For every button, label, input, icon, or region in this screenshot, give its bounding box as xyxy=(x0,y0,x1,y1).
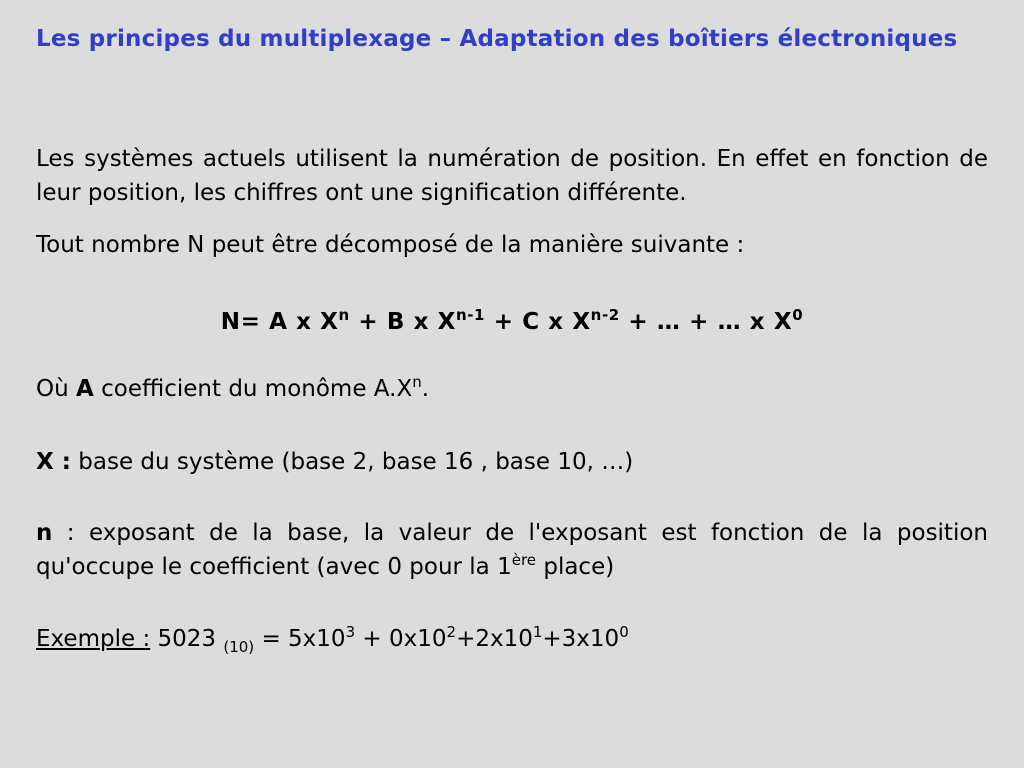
example-exponent: 2 xyxy=(446,623,457,641)
definition-n-exponent: ère xyxy=(511,551,537,569)
definition-a-suffix: . xyxy=(421,376,430,402)
example-term: = 5x10 xyxy=(254,626,346,652)
example-label: Exemple : xyxy=(36,626,151,652)
example-exponent: 0 xyxy=(619,623,629,641)
definition-a-prefix: Où xyxy=(36,376,76,402)
definition-x-text: base du système (base 2, base 16 , base 10, …) xyxy=(70,449,634,475)
example-term: +3x10 xyxy=(542,626,620,652)
decomposition-paragraph: Tout nombre N peut être décomposé de la manière suivante : xyxy=(36,232,745,258)
formula-part: + C x X xyxy=(485,309,591,335)
definition-n-suffix: place) xyxy=(536,554,615,580)
definition-n xyxy=(36,516,988,584)
formula-exponent: n-2 xyxy=(590,306,620,324)
example-exponent: 3 xyxy=(345,623,356,641)
formula-exponent: 0 xyxy=(792,306,804,324)
example-term: + 0x10 xyxy=(355,626,447,652)
definition-n-text: : exposant de la base, la valeur de l'exposant est fonction de la position qu'occupe le coefficient (avec 0 pour la 1 xyxy=(36,520,988,580)
example-number: 5023 xyxy=(150,626,224,652)
example-term: +2x10 xyxy=(456,626,533,652)
definition-a-exponent: n xyxy=(412,373,422,391)
slide-title: Les principes du multiplexage – Adaptation des boîtiers électroniques xyxy=(36,26,958,52)
intro-paragraph: Les systèmes actuels utilisent la numération de position. En effet en fonction de leur position, les chiffres ont une signification différente. xyxy=(36,146,988,206)
example-base: (10) xyxy=(223,638,255,656)
definition-a-text: coefficient du monôme A.X xyxy=(93,376,413,402)
formula-part: + B x X xyxy=(349,309,456,335)
formula-exponent: n xyxy=(338,306,350,324)
definition-n-term: n xyxy=(36,520,53,546)
formula-part: N= A x X xyxy=(220,309,339,335)
formula-exponent: n-1 xyxy=(455,306,486,324)
example-exponent: 1 xyxy=(532,623,543,641)
definition-x xyxy=(36,445,988,479)
example xyxy=(36,622,988,656)
formula xyxy=(0,305,1024,339)
formula-part: + … + … x X xyxy=(619,309,793,335)
definition-x-term: X : xyxy=(36,449,71,475)
definition-a xyxy=(36,372,988,406)
definition-a-term: A xyxy=(76,376,94,402)
